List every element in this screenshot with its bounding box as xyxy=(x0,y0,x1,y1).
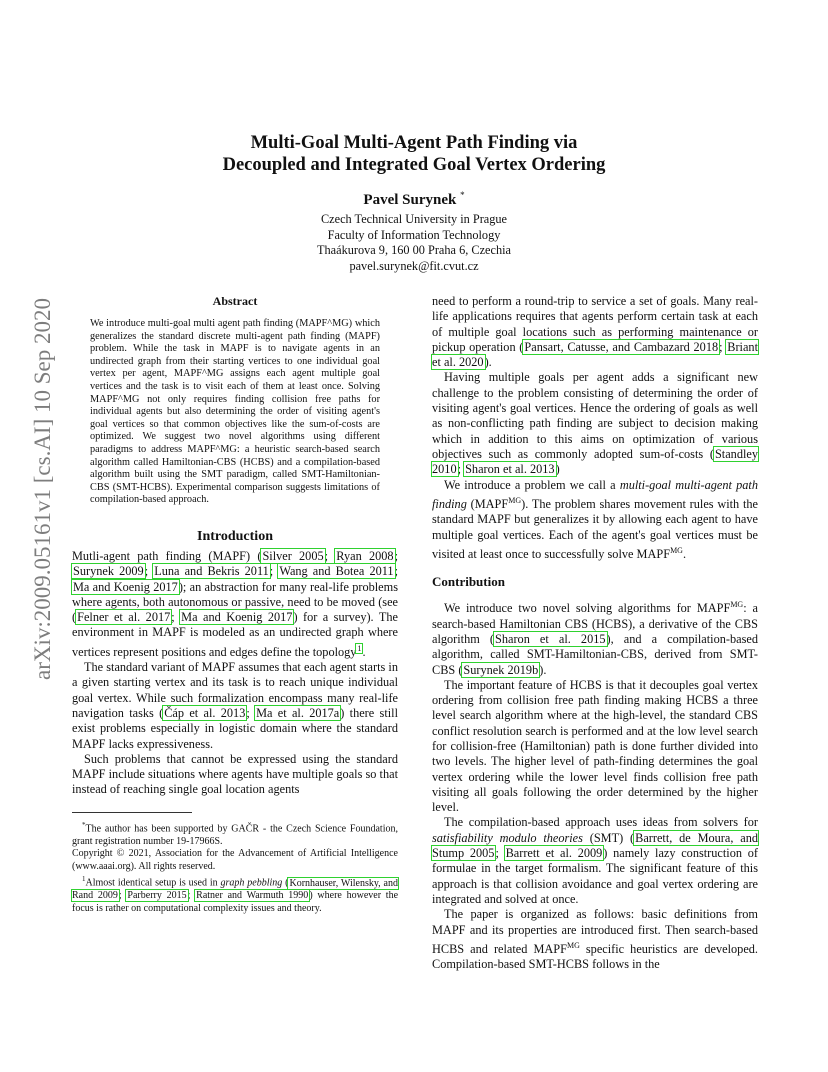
text-span: ) namely lazy construction of formulae in the target formalism. The significant feature of this approach is that collision avoidance and goal vertex ordering are integrated and solved at once. xyxy=(432,846,758,906)
citation-link[interactable]: Surynek 2019b xyxy=(463,662,539,677)
text-span: Almost identical setup is used in xyxy=(85,877,221,889)
footnote-divider xyxy=(72,812,192,813)
citation-link[interactable]: Ratner and Warmuth 1990 xyxy=(196,890,309,902)
abstract-body: We introduce multi-goal multi agent path finding (MAPF^MG) which generalizes the standard discrete multi-agent path finding (MAPF) problem. While the task in MAPF is to navigate agents in an undirected graph from their starting vertices to one individual goal vertex per agent, MAPF^MG assigns each agent multiple goal vertices and the task is to visit each of them at least once. Solving MAPF^MG not only requires finding collision free paths for individual agents but also determining the order of visiting agent's goal vertices so that common objectives like the sum-of-costs are optimized. We suggest two novel algorithms using different paradigms to address MAPF^MG: a heuristic search-based search algorithm called Hamiltonian-CBS (HCBS) and a compilation-based algorithm built using the SMT paradigm, called SMT-Hamiltonian-CBS (SMT-HCBS). Experimental comparison suggests limitations of compilation-based approach. xyxy=(90,318,380,506)
citation-link[interactable]: Surynek 2009 xyxy=(73,564,144,579)
contribution-paragraph-3: The compilation-based approach uses ideas from solvers for satisfiability modulo theories (SMT) (Barrett, de Moura, and Stump 2005; Barrett et al. 2009) namely lazy construction of formulae in the target formalism. The significant feature of this approach is that collision avoidance and goal vertex ordering are integrated and solved at once. xyxy=(432,815,758,906)
text-span: specific heuristics are developed. Compilation-based SMT-HCBS follows in the xyxy=(432,941,758,972)
citation-link[interactable]: Luna and Bekris 2011 xyxy=(154,564,269,579)
title-line-2: Decoupled and Integrated Goal Vertex Ordering xyxy=(222,155,606,175)
citation-link[interactable]: Sharon et al. 2015 xyxy=(495,631,606,646)
affiliation xyxy=(240,212,588,274)
contribution-heading: Contribution xyxy=(432,574,505,590)
footnote-link[interactable]: 1 xyxy=(357,643,362,653)
footnote-mark: 1 xyxy=(82,875,86,884)
text-span: graph pebbling xyxy=(220,877,283,889)
text-span: satisfiability modulo theories xyxy=(432,830,583,845)
contribution-paragraph-4 xyxy=(432,907,758,972)
text-span: The paper is organized as follows: basic definitions from MAPF and its properties are introduced first. Then search-based HCBS and related MAPF xyxy=(432,907,758,956)
intro-paragraph-3-cont: need to perform a round-trip to service a set of goals. Many real-life applications requires that agents perform certain task at each of multiple goal locations such as performing maintenance or pickup operation (Pansart, Catusse, and Cambazard 2018; Briant et al. 2020). xyxy=(432,294,758,370)
text-span: need to perform a round-trip to service a set of goals. Many real-life applications requires that agents perform certain task at each of multiple goal locations such as performing maintenance or pickup operation ( xyxy=(432,294,758,354)
affiliation-line: Czech Technical University in Prague xyxy=(320,212,508,226)
introduction-heading: Introduction xyxy=(197,528,273,544)
superscript: MG xyxy=(730,600,744,610)
text-span: ), and a compilation-based algorithm, called SMT-Hamiltonian-CBS, derived from SMT-CBS ( xyxy=(432,631,758,677)
citation-link[interactable]: Čáp et al. 2013 xyxy=(164,705,246,720)
text-span: ) there still exist problems especially in logistic domain where the standard MAPF lacks expressiveness. xyxy=(72,705,398,751)
superscript: MG xyxy=(508,495,522,505)
affiliation-line: Thaákurova 9, 160 00 Praha 6, Czechia xyxy=(317,243,511,257)
intro-paragraph-5: We introduce a problem we call a multi-goal multi-agent path finding $(MAPF^{MG})$. The problem shares movement rules with the standard MAPF but generalizes it by allowing each agent to have multiple goal vertices. Each of the agent's goal vertices must be visited at least once to successfully solve $MAPF^{MG}$. xyxy=(432,477,758,561)
text-span: where however the focus is rather on computational complexity issues and theory. xyxy=(72,890,399,914)
author-email: pavel.surynek@fit.cvut.cz xyxy=(349,258,479,273)
contribution-paragraph-2: The important feature of HCBS is that it decouples goal vertex ordering from collision free path finding making HCBS a three level search algorithm where at the high-level, the standard CBS conflict resolution search is performed and at the low level search for collision-free (Hamiltonian) path is done further divided into two levels. The higher level of path-finding determines the goal vertex ordering while the lower level finds collision free path visiting all goals following the order determined by the higher level. xyxy=(432,677,758,815)
footnote-1: $^1$Almost identical setup is used in graph pebbling (Kornhauser, Wilensky, and Rand 2009; Parberry 2015; Ratner and Warmuth 1990) where however the focus is rather on computational complexity issues and theory. xyxy=(72,875,399,914)
footnote-funding xyxy=(72,819,398,849)
citation-link[interactable]: Ma and Koenig 2017 xyxy=(73,579,178,594)
citation-link[interactable]: Silver 2005 xyxy=(262,548,324,563)
citation-link[interactable]: Standley 2010 xyxy=(432,446,758,477)
text-span: (MAPF xyxy=(466,496,509,511)
citation-link[interactable]: Ryan 2008 xyxy=(336,548,394,563)
text-span: The standard variant of MAPF assumes that each agent starts in a given starting vertex and its task is to reach unique individual goal vertex. While such formalization encompass many real-life navigation tasks ( xyxy=(72,660,398,720)
text-span: (SMT) ( xyxy=(582,830,635,845)
citation-link[interactable]: Kornhauser, Wilensky, and Rand 2009 xyxy=(72,877,398,902)
text-span: multi-goal multi-agent path finding xyxy=(432,477,758,511)
text-span: ); an abstraction for many real-life problems where agents, both autonomous or passive, need to be moved (see ( xyxy=(72,579,398,625)
abstract-heading: Abstract xyxy=(212,294,258,308)
arxiv-identifier: arXiv:2009.05161v1 [cs.AI] 10 Sep 2020 xyxy=(30,297,55,680)
text-span: Mutli-agent path finding (MAPF) ( xyxy=(72,548,262,563)
superscript: MG xyxy=(670,545,683,555)
citation-link[interactable]: Pansart, Catusse, and Cambazard 2018 xyxy=(524,339,719,354)
contribution-paragraph-1: We introduce two novel solving algorithms for $MAPF^{MG}$: a search-based Hamiltonian CBS (HCBS), a derivative of the CBS algorithm (Sharon et al. 2015), and a compilation-based algorithm, called SMT-Hamiltonian-CBS, derived from SMT-CBS (Surynek 2019b). xyxy=(432,600,758,677)
intro-paragraph-4: Having multiple goals per agent adds a significant new challenge to the problem consisting of determining the order of visiting agent's goal vertices. Hence the ordering of goals as well as non-conflicting path finding are subject to decision making which in addition to this aims on optimization of various objectives such as commonly adopted sum-of-costs (Standley 2010; Sharon et al. 2013) xyxy=(432,370,758,477)
text-span: We introduce a problem we call a xyxy=(444,477,620,492)
right-column xyxy=(432,294,758,973)
title-line-1: Multi-Goal Multi-Agent Path Finding via xyxy=(250,133,578,153)
text-span: for a survey). The environment in MAPF is modeled as an undirected graph where vertices represent positions and edges define the topology xyxy=(72,610,398,659)
citation-link[interactable]: Wang and Botea 2011 xyxy=(279,564,394,579)
left-column xyxy=(72,294,398,916)
citation-link[interactable]: Briant et al. 2020 xyxy=(432,339,758,370)
citation-link[interactable]: Felner et al. 2017 xyxy=(77,610,171,625)
footnote-mark: * xyxy=(82,820,86,829)
text-span: The compilation-based approach uses ideas from solvers for xyxy=(444,815,758,830)
affiliation-line: Faculty of Information Technology xyxy=(327,227,501,242)
text-span: Having multiple goals per agent adds a significant new challenge to the problem consisting of determining the order of visiting agent's goal vertices. Hence the ordering of goals as well as non-conflicting path finding are subject to decision making which in addition to this aims on optimization of various objectives such as commonly adopted sum-of-costs ( xyxy=(432,370,758,461)
citation-link[interactable]: Barrett et al. 2009 xyxy=(505,846,603,861)
text-span: : a search-based Hamiltonian CBS (HCBS), a derivative of the CBS algorithm ( xyxy=(432,601,758,646)
intro-paragraph-3: Such problems that cannot be expressed using the standard MAPF include situations where agents have multiple goals so that instead of reaching single goal location agents xyxy=(72,751,398,797)
intro-paragraph-1: Mutli-agent path finding (MAPF) (Silver 2005; Ryan 2008; Surynek 2009; Luna and Bekris 2011; Wang and Botea 2011; Ma and Koenig 2017); an abstraction for many real-life problems where agents, both autonomous or passive, need to be moved (see (Felner et al. 2017; Ma and Koenig 2017) for a survey). The environment in MAPF is modeled as an undirected graph where vertices represent positions and edges define the topology$^1$. xyxy=(72,548,399,659)
author-name xyxy=(250,190,578,209)
author-footnote-mark: * xyxy=(460,190,465,200)
citation-link[interactable]: Barrett, de Moura, and Stump 2005 xyxy=(432,830,758,861)
paper-title xyxy=(160,132,668,176)
superscript: MG xyxy=(566,940,580,950)
author-text: Pavel Surynek xyxy=(363,192,457,208)
citation-link[interactable]: Ma and Koenig 2017 xyxy=(181,610,293,625)
text-span: We introduce two novel solving algorithms for MAPF xyxy=(444,601,731,616)
footnote-copyright: Copyright © 2021, Association for the Advancement of Artificial Intelligence (www.aaai.org). All rights reserved. xyxy=(72,848,398,872)
text-span: ). The problem shares movement rules with the standard MAPF but generalizes it by allowing each agent to have multiple goal vertices. Each of the agent's goal vertices must be visited at least once to successfully solve MAPF xyxy=(432,496,758,561)
text-span: The author has been supported by GAČR - the Czech Science Foundation, grant registration number 19-17966S. xyxy=(72,823,398,847)
citation-link[interactable]: Parberry 2015 xyxy=(127,890,187,902)
citation-link[interactable]: Sharon et al. 2013 xyxy=(465,462,555,477)
citation-link[interactable]: Ma et al. 2017a xyxy=(256,705,340,720)
intro-paragraph-2: The standard variant of MAPF assumes that each agent starts in a given starting vertex and its task is to reach unique individual goal vertex. While such formalization encompass many real-life navigation tasks (Čáp et al. 2013; Ma et al. 2017a) there still exist problems especially in logistic domain where the standard MAPF lacks expressiveness. xyxy=(72,660,398,751)
